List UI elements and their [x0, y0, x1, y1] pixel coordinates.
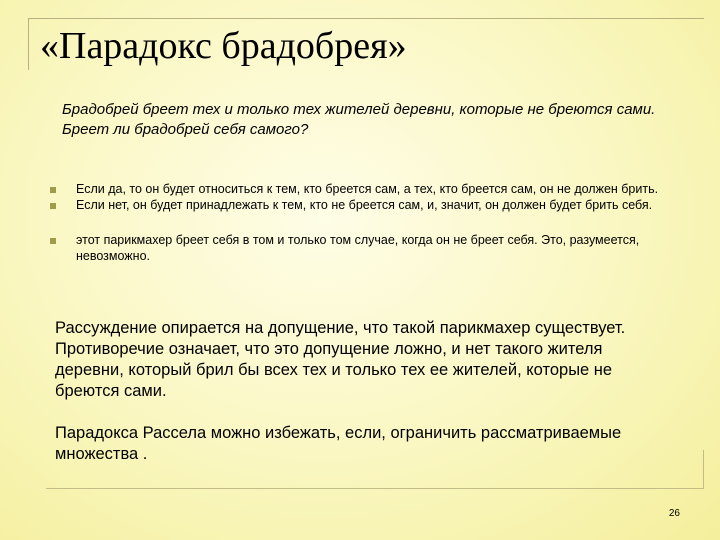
footer-vertical-line — [703, 450, 704, 489]
square-bullet-icon — [50, 203, 56, 209]
title-frame-left-line — [28, 18, 29, 70]
bullet-text: Если да, то он будет относиться к тем, кто бреется сам, а тех, кто бреется сам, он не должен брить. — [76, 182, 659, 196]
intro-line-1: Брадобрей бреет тех и только тех жителей деревни, которые не бреются сами. — [62, 101, 656, 118]
bullet-list — [48, 182, 678, 264]
bullet-text: этот парикмахер бреет себя в том и только том случае, когда он не бреет себя. Это, разумеется, невозможно. — [76, 233, 640, 263]
bullet-item — [48, 198, 678, 214]
page-number: 26 — [668, 508, 680, 519]
intro-line-2: Бреет ли брадобрей себя самого? — [62, 121, 309, 138]
intro-text — [62, 100, 672, 140]
footer-rule — [46, 488, 704, 489]
bullet-item — [48, 233, 678, 264]
square-bullet-icon — [50, 187, 56, 193]
body-paragraph: Рассуждение опирается на допущение, что такой парикмахер существует. — [55, 319, 626, 337]
title-frame-top-line — [28, 18, 704, 19]
slide-title: «Парадокс брадобрея» — [40, 25, 407, 67]
bullet-item — [48, 182, 678, 198]
bullet-text: Если нет, он будет принадлежать к тем, кто не бреется сам, и, значит, он должен будет брить себя. — [76, 197, 653, 212]
body-text — [55, 318, 675, 465]
body-paragraph: Противоречие означает, что это допущение ложно, и нет такого жителя деревни, который брил бы всех тех и только тех ее жителей, которые не бреются сами. — [55, 340, 613, 400]
square-bullet-icon — [50, 238, 56, 244]
body-paragraph: Парадокса Рассела можно избежать, если, ограничить рассматриваемые множества . — [55, 424, 622, 463]
